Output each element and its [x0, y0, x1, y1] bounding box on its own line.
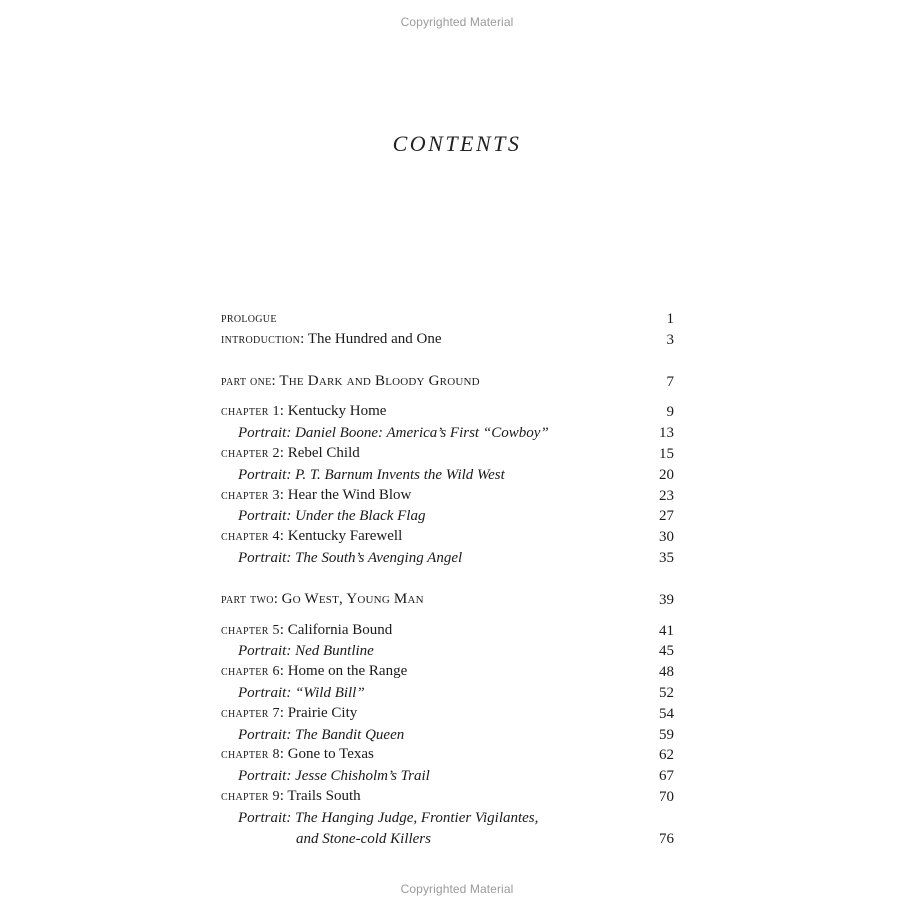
toc-page-number: 39: [659, 591, 674, 608]
toc-portrait-3[interactable]: [221, 506, 674, 527]
toc-page-number: 67: [659, 768, 674, 785]
toc-page-number: 1: [666, 311, 674, 327]
toc-entry-title: Hear the Wind Blow: [287, 486, 412, 503]
toc-portrait-label: Portrait:: [238, 508, 292, 525]
toc-entry-title: Trails South: [287, 787, 361, 804]
toc-chapter-3[interactable]: [221, 486, 674, 507]
copyright-watermark-bottom: Copyrighted Material: [400, 882, 514, 896]
toc-portrait-9-continuation[interactable]: [221, 829, 674, 850]
toc-page-number: 7: [666, 373, 674, 390]
toc-entry-kind: part one: [221, 373, 272, 389]
toc-portrait-label: Portrait:: [238, 809, 292, 826]
toc-entry-title: Gone to Texas: [287, 746, 374, 763]
toc-page-number: 13: [659, 425, 674, 442]
toc-entry-title: Kentucky Farewell: [287, 528, 403, 545]
toc-entry-kind: chapter 7: [221, 705, 280, 721]
toc-page-number: 45: [659, 643, 674, 660]
toc-chapter-5[interactable]: [221, 621, 674, 642]
toc-page-number: 41: [659, 622, 674, 639]
toc-portrait-8[interactable]: [221, 766, 674, 787]
table-of-contents: [221, 309, 674, 849]
toc-page-number: 35: [659, 549, 674, 566]
toc-portrait-4[interactable]: [221, 548, 674, 569]
toc-entry-kind: part two: [221, 591, 274, 607]
toc-entry-kind: prologue: [221, 311, 277, 326]
toc-chapter-2[interactable]: [221, 444, 674, 465]
toc-part-one[interactable]: [221, 372, 674, 393]
toc-page-number: 54: [659, 705, 674, 722]
toc-chapter-4[interactable]: [221, 527, 674, 548]
toc-separator: :: [279, 746, 284, 763]
toc-separator: :: [271, 372, 276, 389]
toc-chapter-1[interactable]: [221, 402, 674, 423]
toc-separator: :: [279, 621, 284, 638]
toc-separator: :: [279, 704, 284, 721]
toc-separator: :: [279, 528, 284, 545]
toc-page-number: 76: [659, 830, 674, 847]
toc-entry-kind: chapter 9: [221, 788, 280, 804]
toc-chapter-6[interactable]: [221, 662, 674, 683]
toc-portrait-label: Portrait:: [238, 466, 292, 483]
toc-portrait-label: Portrait:: [238, 684, 292, 701]
toc-entry-kind: chapter 1: [221, 404, 280, 420]
toc-separator: :: [279, 403, 284, 420]
toc-portrait-label: Portrait:: [238, 425, 292, 442]
toc-entry-kind: chapter 6: [221, 664, 280, 680]
toc-chapter-8[interactable]: [221, 745, 674, 766]
toc-portrait-label: Portrait:: [238, 549, 292, 566]
toc-entry-kind: chapter 5: [221, 622, 280, 638]
toc-page-number: 48: [659, 664, 674, 681]
toc-portrait-label: Portrait:: [238, 768, 292, 785]
toc-separator: :: [273, 590, 278, 607]
toc-page-number: 59: [659, 726, 674, 743]
toc-portrait-title: The Bandit Queen: [295, 726, 405, 743]
toc-page-number: 30: [659, 529, 674, 546]
toc-page-number: 23: [659, 487, 674, 504]
toc-portrait-9[interactable]: [221, 808, 674, 829]
toc-portrait-title: “Wild Bill”: [295, 684, 365, 701]
toc-portrait-title-continuation: and Stone-cold Killers: [296, 830, 431, 847]
copyright-watermark-top: Copyrighted Material: [400, 15, 514, 29]
toc-entry-title: Prairie City: [287, 704, 358, 721]
toc-entry-kind: chapter 8: [221, 747, 280, 763]
page-title: CONTENTS: [392, 131, 522, 156]
toc-separator: :: [300, 330, 305, 347]
toc-portrait-title: Jesse Chisholm’s Trail: [295, 768, 430, 785]
toc-separator: :: [279, 787, 284, 804]
toc-portrait-title: The South’s Avenging Angel: [295, 549, 463, 566]
toc-separator: :: [279, 486, 284, 503]
toc-entry-kind: chapter 2: [221, 445, 280, 461]
toc-part-title: The Dark and Bloody Ground: [279, 372, 480, 389]
toc-page-number: 3: [666, 331, 674, 348]
toc-chapter-7[interactable]: [221, 704, 674, 725]
toc-portrait-5[interactable]: [221, 641, 674, 662]
toc-page-number: 20: [659, 466, 674, 483]
toc-page-number: 70: [659, 788, 674, 805]
toc-entry-kind: chapter 3: [221, 487, 280, 503]
toc-separator: :: [279, 444, 284, 461]
toc-entry-title: Rebel Child: [287, 444, 360, 461]
toc-entry-title: Home on the Range: [287, 663, 408, 680]
toc-portrait-label: Portrait:: [238, 726, 292, 743]
toc-portrait-title: P. T. Barnum Invents the Wild West: [295, 466, 505, 483]
toc-portrait-title: Under the Black Flag: [295, 508, 426, 525]
toc-separator: :: [279, 663, 284, 680]
toc-entry-title: California Bound: [287, 621, 393, 638]
toc-chapter-9[interactable]: [221, 787, 674, 808]
toc-entry-kind: chapter 4: [221, 529, 280, 545]
toc-portrait-7[interactable]: [221, 725, 674, 746]
toc-page-number: 52: [659, 684, 674, 701]
toc-portrait-2[interactable]: [221, 465, 674, 486]
toc-entry-introduction[interactable]: [221, 330, 674, 351]
toc-entry-kind: introduction: [221, 331, 301, 347]
toc-page-number: 15: [659, 445, 674, 462]
toc-portrait-1[interactable]: [221, 423, 674, 444]
toc-page-number: 62: [659, 747, 674, 764]
toc-entry-title: The Hundred and One: [307, 330, 442, 347]
toc-portrait-label: Portrait:: [238, 643, 292, 660]
toc-portrait-title: Ned Buntline: [295, 643, 374, 660]
toc-entry-title: Kentucky Home: [287, 403, 387, 420]
toc-portrait-6[interactable]: [221, 683, 674, 704]
toc-part-two[interactable]: [221, 590, 674, 611]
toc-page-number: 9: [666, 404, 674, 421]
toc-portrait-title: Daniel Boone: America’s First “Cowboy”: [295, 425, 549, 442]
toc-entry-prologue[interactable]: [221, 309, 674, 330]
toc-part-title: Go West, Young Man: [281, 590, 424, 607]
toc-portrait-title: The Hanging Judge, Frontier Vigilantes,: [295, 809, 539, 826]
toc-page-number: 27: [659, 508, 674, 525]
